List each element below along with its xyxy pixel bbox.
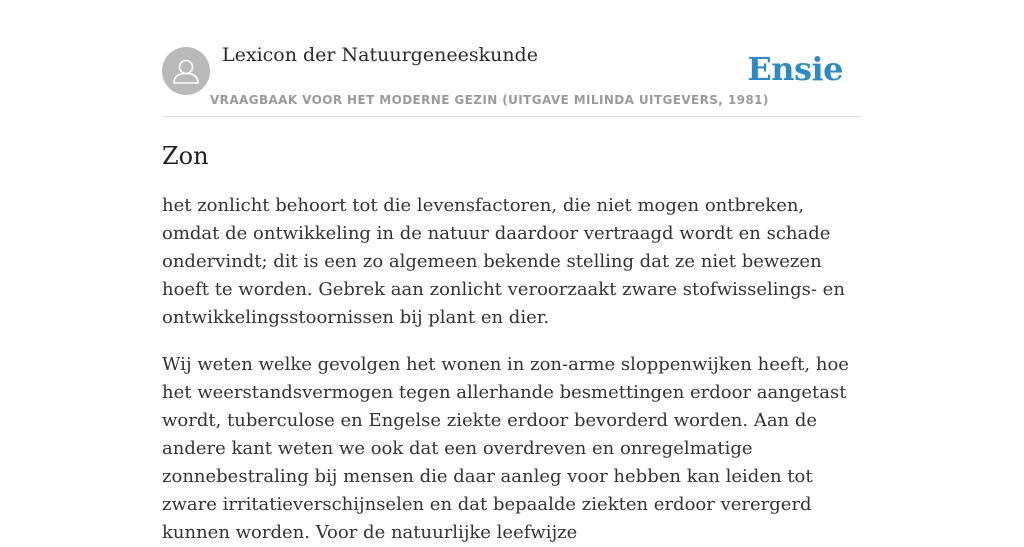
header bbox=[162, 0, 862, 117]
lexicon-subtitle: VRAAGBAAK VOOR HET MODERNE GEZIN (UITGAVE MILINDA UITGEVERS, 1981) bbox=[210, 93, 769, 107]
entry-paragraph-1: het zonlicht behoort tot die levensfactoren, die niet mogen ontbreken, omdat de ontwikkeling in de natuur daardoor vertraagd wordt en schade ondervindt; dit is een zo algemeen bekende stelling dat ze niet bewezen hoeft te worden. Gebrek aan zonlicht veroorzaakt zware stofwisselings- en ontwikkelingsstoornissen bij plant en dier. bbox=[162, 195, 845, 328]
lexicon-title[interactable]: Lexicon der Natuurgeneeskunde bbox=[222, 44, 538, 66]
page-title: Zon bbox=[162, 142, 209, 170]
brand-logo[interactable]: Ensie bbox=[747, 50, 843, 88]
user-icon bbox=[162, 47, 210, 95]
avatar[interactable] bbox=[162, 47, 210, 95]
page bbox=[162, 0, 862, 547]
entry-paragraph-2: Wij weten welke gevolgen het wonen in zon-arme sloppenwijken heeft, hoe het weerstandsvermogen tegen allerhande besmettingen erdoor aangetast wordt, tuberculose en Engelse ziekte erdoor bevorderd worden. Aan de andere kant weten we ook dat een overdreven en onregelmatige zonnebestraling bij mensen die daar aanleg voor hebben kan leiden tot zware irritatieverschijnselen en dat bepaalde ziekten erdoor verergerd kunnen worden. Voor de natuurlijke leefwijze bbox=[162, 354, 849, 543]
